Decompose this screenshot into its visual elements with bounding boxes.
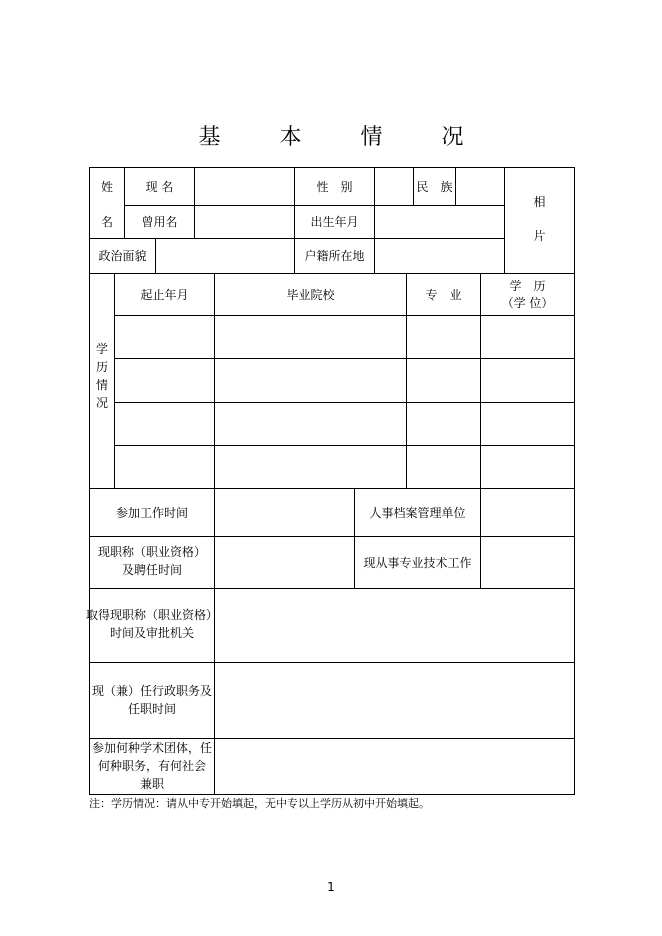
association-label bbox=[90, 739, 214, 794]
major-header: 专 业 bbox=[425, 287, 462, 302]
edu-school-field[interactable] bbox=[215, 446, 406, 488]
title-label bbox=[90, 537, 214, 588]
gender-field[interactable] bbox=[375, 168, 413, 205]
photo-label-top: 相 bbox=[533, 195, 546, 209]
title-field[interactable] bbox=[215, 537, 354, 588]
archive-unit-field[interactable] bbox=[481, 489, 574, 536]
obtain-title-line1: 取得现职称（职业资格） bbox=[85, 608, 218, 622]
page-number: 1 bbox=[327, 880, 335, 894]
ethnicity-field[interactable] bbox=[456, 168, 504, 205]
former-name-label: 曾用名 bbox=[141, 215, 178, 229]
obtain-title-label bbox=[85, 589, 218, 662]
edu-degree-field[interactable] bbox=[481, 359, 574, 402]
admin-post-field[interactable] bbox=[215, 663, 574, 738]
association-line2: 何种职务，有何社会 bbox=[97, 759, 206, 773]
current-tech-label: 现从事专业技术工作 bbox=[363, 555, 472, 570]
photo-box[interactable] bbox=[505, 168, 574, 273]
current-tech-field[interactable] bbox=[481, 537, 574, 588]
edu-period-field[interactable] bbox=[115, 316, 214, 358]
current-name-label: 现 名 bbox=[145, 179, 174, 194]
title-label-line1: 现职称（职业资格） bbox=[97, 545, 206, 559]
degree-header-line2: （学 位） bbox=[501, 295, 554, 310]
name-label-top: 姓 bbox=[100, 179, 113, 194]
gender-label: 性 别 bbox=[316, 179, 353, 194]
hukou-field[interactable] bbox=[375, 239, 504, 273]
edu-period-field[interactable] bbox=[115, 403, 214, 445]
association-line3: 兼职 bbox=[139, 777, 164, 791]
edu-char-2: 历 bbox=[95, 360, 108, 374]
edu-char-1: 学 bbox=[95, 342, 108, 356]
edu-char-4: 况 bbox=[95, 396, 108, 410]
work-start-field[interactable] bbox=[215, 489, 354, 536]
education-section-label bbox=[90, 340, 114, 420]
degree-header-line1: 学 历 bbox=[509, 278, 546, 293]
degree-header bbox=[481, 274, 574, 315]
birth-field[interactable] bbox=[375, 206, 504, 238]
edu-major-field[interactable] bbox=[407, 359, 480, 402]
edu-period-field[interactable] bbox=[115, 359, 214, 402]
edu-degree-field[interactable] bbox=[481, 403, 574, 445]
political-label: 政治面貌 bbox=[98, 249, 147, 263]
photo-label-bottom: 片 bbox=[533, 229, 546, 243]
edu-degree-field[interactable] bbox=[481, 316, 574, 358]
association-field[interactable] bbox=[215, 739, 574, 794]
association-line1: 参加何种学术团体，任 bbox=[91, 741, 212, 755]
edu-major-field[interactable] bbox=[407, 403, 480, 445]
hukou-label: 户籍所在地 bbox=[304, 249, 365, 263]
school-header: 毕业院校 bbox=[286, 287, 335, 302]
archive-unit-label: 人事档案管理单位 bbox=[369, 505, 466, 520]
title-label-line2: 及聘任时间 bbox=[121, 563, 182, 577]
former-name-field[interactable] bbox=[195, 206, 294, 238]
political-field[interactable] bbox=[156, 239, 294, 273]
edu-school-field[interactable] bbox=[215, 403, 406, 445]
page-title: 基 本 情 况 bbox=[198, 125, 490, 150]
current-name-field[interactable] bbox=[195, 168, 294, 205]
edu-major-field[interactable] bbox=[407, 316, 480, 358]
birth-label: 出生年月 bbox=[310, 215, 359, 229]
edu-school-field[interactable] bbox=[215, 359, 406, 402]
ethnicity-label: 民 族 bbox=[416, 179, 453, 194]
period-header: 起止年月 bbox=[140, 287, 189, 302]
edu-major-field[interactable] bbox=[407, 446, 480, 488]
work-start-label: 参加工作时间 bbox=[115, 505, 188, 520]
admin-post-line1: 现（兼）任行政职务及 bbox=[91, 684, 212, 698]
edu-degree-field[interactable] bbox=[481, 446, 574, 488]
name-label-bottom: 名 bbox=[100, 215, 113, 229]
admin-post-label bbox=[90, 663, 214, 738]
edu-period-field[interactable] bbox=[115, 446, 214, 488]
footnote: 注：学历情况：请从中专开始填起，无中专以上学历从初中开始填起。 bbox=[89, 797, 430, 810]
admin-post-line2: 任职时间 bbox=[127, 702, 176, 716]
edu-char-3: 情 bbox=[95, 378, 108, 392]
obtain-title-field[interactable] bbox=[215, 589, 574, 662]
obtain-title-line2: 时间及审批机关 bbox=[109, 626, 194, 640]
edu-school-field[interactable] bbox=[215, 316, 406, 358]
